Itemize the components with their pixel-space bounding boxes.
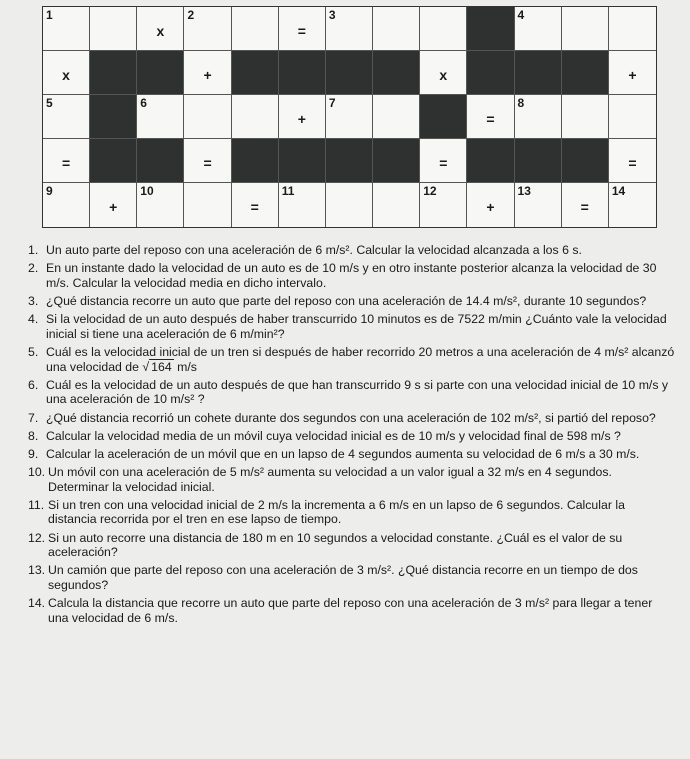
problem-number: 3. (28, 293, 39, 308)
problem-number: 11. (28, 497, 45, 512)
problem-number: 10. (28, 465, 46, 480)
crossword-cell[interactable] (232, 183, 279, 227)
problem-text: Cuál es la velocidad de un auto después de que han transcurrido 9 s si parte con una velocidad inicial de 10 m/s y una aceleración de 10 m/s² ? (46, 377, 669, 407)
operator-symbol: x (62, 66, 70, 83)
crossword-cell[interactable] (232, 95, 279, 139)
clue-number: 6 (140, 96, 147, 110)
problem-number: 12. (28, 530, 46, 545)
crossword-cell[interactable] (326, 95, 373, 139)
crossword-cell[interactable] (184, 51, 231, 95)
problem-item (28, 596, 676, 625)
operator-symbol: = (628, 154, 637, 171)
crossword-cell[interactable] (232, 7, 279, 51)
crossword-cell[interactable] (184, 95, 231, 139)
operator-symbol: = (580, 199, 589, 216)
crossword-cell[interactable] (43, 139, 90, 183)
problem-text: Calcular la aceleración de un móvil que en un lapso de 4 segundos aumenta su velocidad de 6 m/s a 30 m/s. (46, 446, 640, 461)
clue-number: 2 (187, 8, 195, 22)
crossword-cell-blocked (279, 51, 326, 95)
crossword-cell[interactable] (184, 183, 231, 227)
operator-symbol: = (486, 110, 495, 127)
crossword-cell[interactable] (420, 139, 467, 183)
crossword-cell[interactable] (420, 183, 467, 227)
crossword-cell-blocked (232, 139, 279, 183)
problem-number: 6. (28, 377, 39, 392)
crossword-cell[interactable] (137, 183, 184, 227)
problem-number: 13. (28, 563, 46, 578)
problem-item (28, 411, 676, 426)
crossword-cell-blocked (90, 95, 137, 139)
problem-item (28, 429, 676, 444)
crossword-cell[interactable] (279, 183, 326, 227)
crossword-cell[interactable] (467, 95, 514, 139)
sqrt-symbol: √ (142, 359, 150, 374)
problem-item (28, 294, 676, 309)
crossword-cell[interactable] (562, 183, 609, 227)
crossword-cell-blocked (232, 51, 279, 95)
crossword-cell[interactable] (43, 95, 90, 139)
problem-number: 2. (28, 261, 39, 276)
crossword-cell[interactable] (609, 139, 656, 183)
crossword-cell-blocked (326, 139, 373, 183)
clue-number: 12 (423, 184, 437, 198)
crossword-cell-blocked (137, 51, 184, 95)
problem-text: Si un tren con una velocidad inicial de 2 m/s la incrementa a 6 m/s en un lapso de 6 segundos. Calcular la distancia recorrida por el tren en ese lapso de tiempo. (48, 497, 625, 527)
crossword-cell[interactable] (373, 183, 420, 227)
crossword-cell[interactable] (137, 7, 184, 51)
crossword-cell-blocked (515, 51, 562, 95)
crossword-cell-blocked (90, 51, 137, 95)
crossword-cell[interactable] (43, 183, 90, 227)
problem-list (28, 243, 676, 629)
crossword-cell[interactable] (90, 7, 137, 51)
problem-text: Cuál es la velocidad inicial de un tren si después de haber recorrido 20 metros a una aceleración de 4 m/s² alcanzó una velocidad de (46, 344, 675, 374)
crossword-cell[interactable] (90, 183, 137, 227)
crossword-cell-blocked (326, 51, 373, 95)
clue-number: 11 (281, 184, 295, 198)
operator-symbol: = (61, 154, 71, 171)
clue-number: 8 (517, 96, 525, 110)
crossword-cell-blocked (562, 139, 609, 183)
operator-symbol: + (203, 66, 212, 83)
crossword-cell-blocked (562, 51, 609, 95)
problem-number: 5. (28, 344, 39, 359)
problem-text: Un camión que parte del reposo con una aceleración de 3 m/s². ¿Qué distancia recorre en un tiempo de dos segundos? (48, 563, 638, 592)
crossword-cell[interactable] (609, 7, 656, 51)
problem-text: ¿Qué distancia recorrió un cohete durante dos segundos con una aceleración de 102 m/s², si partió del reposo? (46, 410, 656, 425)
crossword-cell[interactable] (562, 95, 609, 139)
problem-text: Un móvil con una aceleración de 5 m/s² aumenta su velocidad a un valor igual a 32 m/s en 4 segundos. Determinar la velocidad inicial. (48, 465, 612, 494)
clue-number: 14 (611, 184, 626, 198)
problem-text: Calcular la velocidad media de un móvil cuya velocidad inicial es de 10 m/s y velocidad final de 598 m/s ? (46, 428, 621, 443)
crossword-cell-blocked (90, 139, 137, 183)
problem-number: 14. (28, 596, 46, 611)
crossword-cell[interactable] (562, 7, 609, 51)
crossword-cell-blocked (515, 139, 562, 183)
problem-item (28, 563, 676, 592)
problem-number: 4. (28, 312, 39, 327)
crossword-grid (42, 6, 657, 228)
clue-number: 1 (46, 8, 53, 22)
problem-text: Un auto parte del reposo con una aceleración de 6 m/s². Calcular la velocidad alcanzada a los 6 s. (46, 243, 582, 257)
problem-text: Calcula la distancia que recorre un auto que parte del reposo con una aceleración de 3 m/s² para llegar a tener una velocidad de 6 m/s. (48, 596, 653, 625)
clue-number: 9 (46, 184, 53, 198)
problem-number: 9. (28, 446, 39, 461)
crossword-cell[interactable] (326, 183, 373, 227)
operator-symbol: + (628, 66, 637, 83)
crossword-cell[interactable] (43, 7, 90, 51)
operator-symbol: + (109, 199, 118, 216)
clue-number: 13 (517, 184, 531, 198)
operator-symbol: x (439, 66, 448, 83)
operator-symbol: = (297, 22, 306, 39)
problem-item (28, 447, 676, 462)
clue-number: 10 (140, 184, 154, 198)
problem-item (28, 378, 676, 407)
crossword-cell[interactable] (184, 139, 231, 183)
problem-item (28, 261, 676, 290)
problem-number: 8. (28, 428, 39, 443)
operator-symbol: = (250, 199, 259, 216)
clue-number: 5 (46, 96, 53, 110)
crossword-cell-blocked (467, 7, 514, 51)
crossword-cell-blocked (279, 139, 326, 183)
crossword-cell[interactable] (279, 7, 326, 51)
crossword-cell[interactable] (515, 7, 562, 51)
problem-item (28, 243, 676, 258)
crossword-cell-blocked (373, 51, 420, 95)
crossword-cell[interactable] (420, 51, 467, 95)
crossword-cell[interactable] (43, 51, 90, 95)
problem-text: Si un auto recorre una distancia de 180 m en 10 segundos a velocidad constante. ¿Cuál es el valor de su aceleración? (48, 530, 623, 560)
operator-symbol: = (203, 154, 212, 171)
sqrt-value: 164 (151, 359, 172, 374)
problem-number: 1. (28, 243, 39, 257)
crossword-cell[interactable] (609, 95, 656, 139)
crossword-cell[interactable] (515, 95, 562, 139)
crossword-cell-blocked (420, 95, 467, 139)
clue-number: 3 (328, 8, 336, 22)
problem-item (28, 312, 676, 341)
crossword-cell[interactable] (467, 183, 514, 227)
crossword-cell-blocked (137, 139, 184, 183)
crossword-cell-blocked (467, 139, 514, 183)
problem-text: Si la velocidad de un auto después de haber transcurrido 10 minutos es de 7522 m/min ¿Cuánto vale la velocidad inicial si tiene una aceleración de 6 m/min²? (46, 312, 667, 341)
operator-symbol: + (297, 110, 306, 127)
problem-item (28, 498, 676, 527)
operator-symbol: x (156, 22, 165, 39)
problem-number: 7. (28, 410, 39, 425)
crossword-cell[interactable] (515, 183, 562, 227)
crossword-cell-blocked (373, 139, 420, 183)
crossword-cell[interactable] (137, 95, 184, 139)
problem-text: En un instante dado la velocidad de un auto es de 10 m/s y en otro instante posterior alcanza la velocidad de 30 m/s. Calcular la velocidad media en dicho intervalo. (46, 261, 657, 290)
clue-number: 7 (328, 96, 336, 110)
problem-item (28, 345, 676, 374)
crossword-cell[interactable] (609, 51, 656, 95)
problem-unit: m/s (177, 359, 197, 374)
crossword-cell[interactable] (420, 7, 467, 51)
crossword-cell-blocked (467, 51, 514, 95)
crossword-cell[interactable] (184, 7, 231, 51)
operator-symbol: = (439, 154, 448, 171)
problem-text: ¿Qué distancia recorre un auto que parte del reposo con una aceleración de 14.4 m/s², durante 10 segundos? (46, 293, 647, 308)
crossword-cell[interactable] (373, 7, 420, 51)
crossword-cell[interactable] (609, 183, 656, 227)
clue-number: 4 (517, 8, 525, 22)
crossword-cell[interactable] (373, 95, 420, 139)
problem-item (28, 531, 676, 560)
operator-symbol: + (486, 199, 495, 216)
crossword-cell[interactable] (279, 95, 326, 139)
crossword-cell[interactable] (326, 7, 373, 51)
problem-item (28, 465, 676, 494)
